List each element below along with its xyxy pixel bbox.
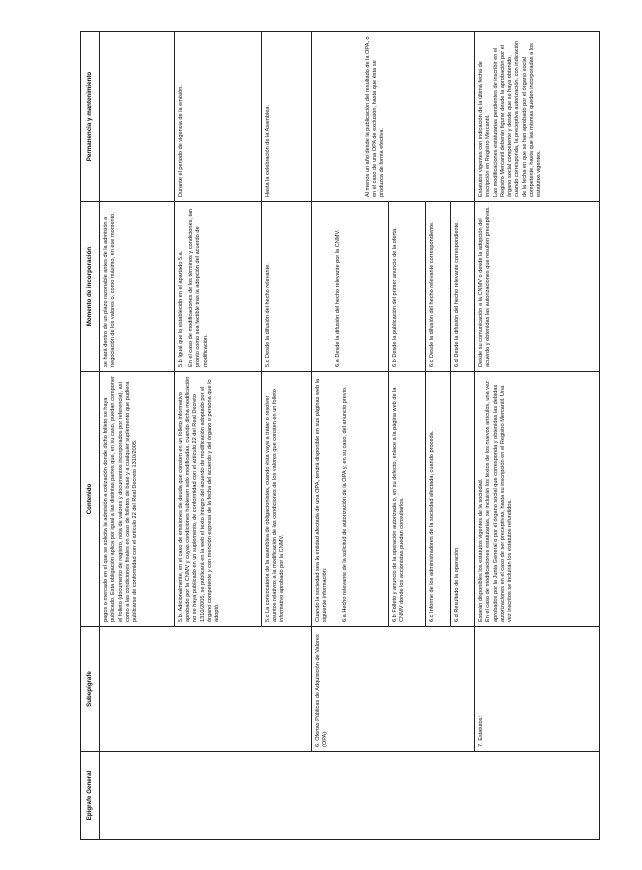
sub-cell-7: 7. Estatutos:	[475, 627, 600, 752]
permanence-cell: Durante el periodo de vigencia de la emisión.	[174, 32, 261, 202]
content-cell	[475, 372, 600, 627]
content-cell	[311, 372, 388, 627]
content-cell: 6.c Informe de los administradores de la sociedad afectada, cuando proceda.	[425, 372, 450, 627]
sub-cell-6: 6. Ofertas Públicas de Adquisición de Valores (OPA):	[311, 627, 475, 752]
table-row	[100, 32, 175, 840]
content-cell: 6.d Resultado de la operación.	[450, 372, 475, 627]
moment-text: 5.b Igual que lo establecido en el apartado 5.a.	[177, 250, 184, 367]
moment-text: 6.a Desde la difusión del hecho relevante por la CNMV.	[334, 229, 341, 367]
header-general: Epígrafe General	[81, 752, 100, 840]
permanence-cell	[100, 32, 175, 202]
moment-cell: 6.d Desde la difusión del hecho relevante correspondiente.	[450, 202, 475, 372]
header-permanence: Permanencia y mantenimiento	[81, 32, 100, 202]
permanence-cell	[311, 32, 475, 202]
content-text: 6.a Hecho relevante de la solicitud de autorización de la OPA y, en su caso, del anuncio previo.	[342, 386, 349, 622]
moment-cell: Desde su comunicación a la CNMV o desde la adopción del acuerdo y obtenidas las autorizaciones que resulten preceptivas.	[475, 202, 600, 372]
moment-cell: 5.c Desde la difusión del hecho relevante.	[261, 202, 311, 372]
moment-cell: 6.b Desde la publicación del primer anuncio de la oferta.	[388, 202, 425, 372]
table-row	[475, 32, 600, 840]
moment-cell: 6.c Desde la difusión del hecho relevante correspondiente.	[425, 202, 450, 372]
moment-cell: se hará dentro de un plazo razonable antes de la admisión a negociación de los valores o, como máximo, en ese momento.	[100, 202, 175, 372]
general-cell	[100, 752, 600, 840]
content-cell: pagos o mercado en el que se solicita la admisión a cotización donde dicho folleto se haya publicado. Esta obligación aplica por igual a las distintas partes que, en su caso, puedan componer el folleto (documento de registro, nota de valores y documentos incorporados por referencia), así como a las condiciones finales en caso de folletos de base y a cualquier suplemento que pudiera publicarse de conformidad con el artículo 22 del Real Decreto 1310/2005.	[100, 372, 175, 627]
content-cell: 5.c La convocatoria de la asamblea de obligacionistas, cuando ésta vaya a tratar o resolver asuntos relativos a la modificación de las condiciones de los valores que consten en un folleto informativo aprobado por la CNMV.	[261, 372, 311, 627]
permanence-text: Al menos un año desde la publicación del resultado de la OPA, o en el caso de una OPA de exclusión, hasta que ésta se produzca de forma efectiva.	[364, 36, 386, 197]
document-page	[80, 32, 600, 840]
permanence-cell: Hasta la celebración de la Asamblea.	[261, 32, 311, 202]
table-row	[311, 32, 388, 840]
header-row	[81, 32, 100, 840]
content-text: Estarán disponibles los estatutos vigentes de la sociedad.	[478, 478, 485, 622]
header-sub: Subepígrafe	[81, 627, 100, 752]
content-text: En el caso de modificaciones estatutarias, se incluirán los textos de los nuevos artículos, una vez aprobados por la Junta General o por el órgano social que corresponda y obtenidas las debidas autorizaciones en el caso de ser preceptivas, hasta su inscripción en el Registro Mercantil. Una vez inscritos se incluirán los estatutos refundidos.	[485, 381, 514, 622]
header-moment: Momento de incorporación	[81, 202, 100, 372]
content-cell: 5.b. Adicionalmente, en el caso de emisiones de deuda que consten en un folleto informativo aprobado por la CNMV y cuyas condiciones hubiesen sido modificadas, cuando dicha modificación no se haya publicado en un suplemento, de conformidad con el artículo 22 del Real Decreto 1310/2005, se publicará en la web el texto íntegro del acuerdo de modificación adoptado por el órgano competente y con mención expresa de la fecha del acuerdo y del órgano o persona que lo adoptó.	[174, 372, 261, 627]
permanence-text: Estatutos vigentes con indicación de la última fecha de inscripción en Registro Mercantil.	[478, 61, 492, 197]
moment-text: En el caso de modificaciones de los términos y condiciones, tan pronto como sea factible tras la adopción del acuerdo de modificación.	[187, 208, 209, 367]
moment-cell	[311, 202, 388, 372]
sub-cell-5	[100, 627, 312, 752]
permanence-text: Las modificaciones estatutarias pendientes de inscribir en el Registro Mercantil deberán figurar desde la aprobación por el órgano social competente y desde que se haya obtenido, cuando corresponda, la preceptiva autorización, con indicación de la fecha en que se han aprobado por el órgano social competente, hasta que las mismas queden incorporadas a los estatutos vigentes.	[492, 40, 543, 197]
header-content: Contenido	[81, 372, 100, 627]
moment-cell	[174, 202, 261, 372]
content-cell: 6.b Folleto y anuncio de la operación autorizada o, en su defecto, enlace a la página web de la CNMV donde los accionistas puedan consultarlos.	[388, 372, 425, 627]
disclosure-table	[80, 31, 600, 840]
content-text: Cuando la sociedad sea la entidad afectada de una OPA, tendrá disponible en sus páginas web la siguiente información:	[314, 378, 328, 622]
permanence-cell	[475, 32, 600, 202]
